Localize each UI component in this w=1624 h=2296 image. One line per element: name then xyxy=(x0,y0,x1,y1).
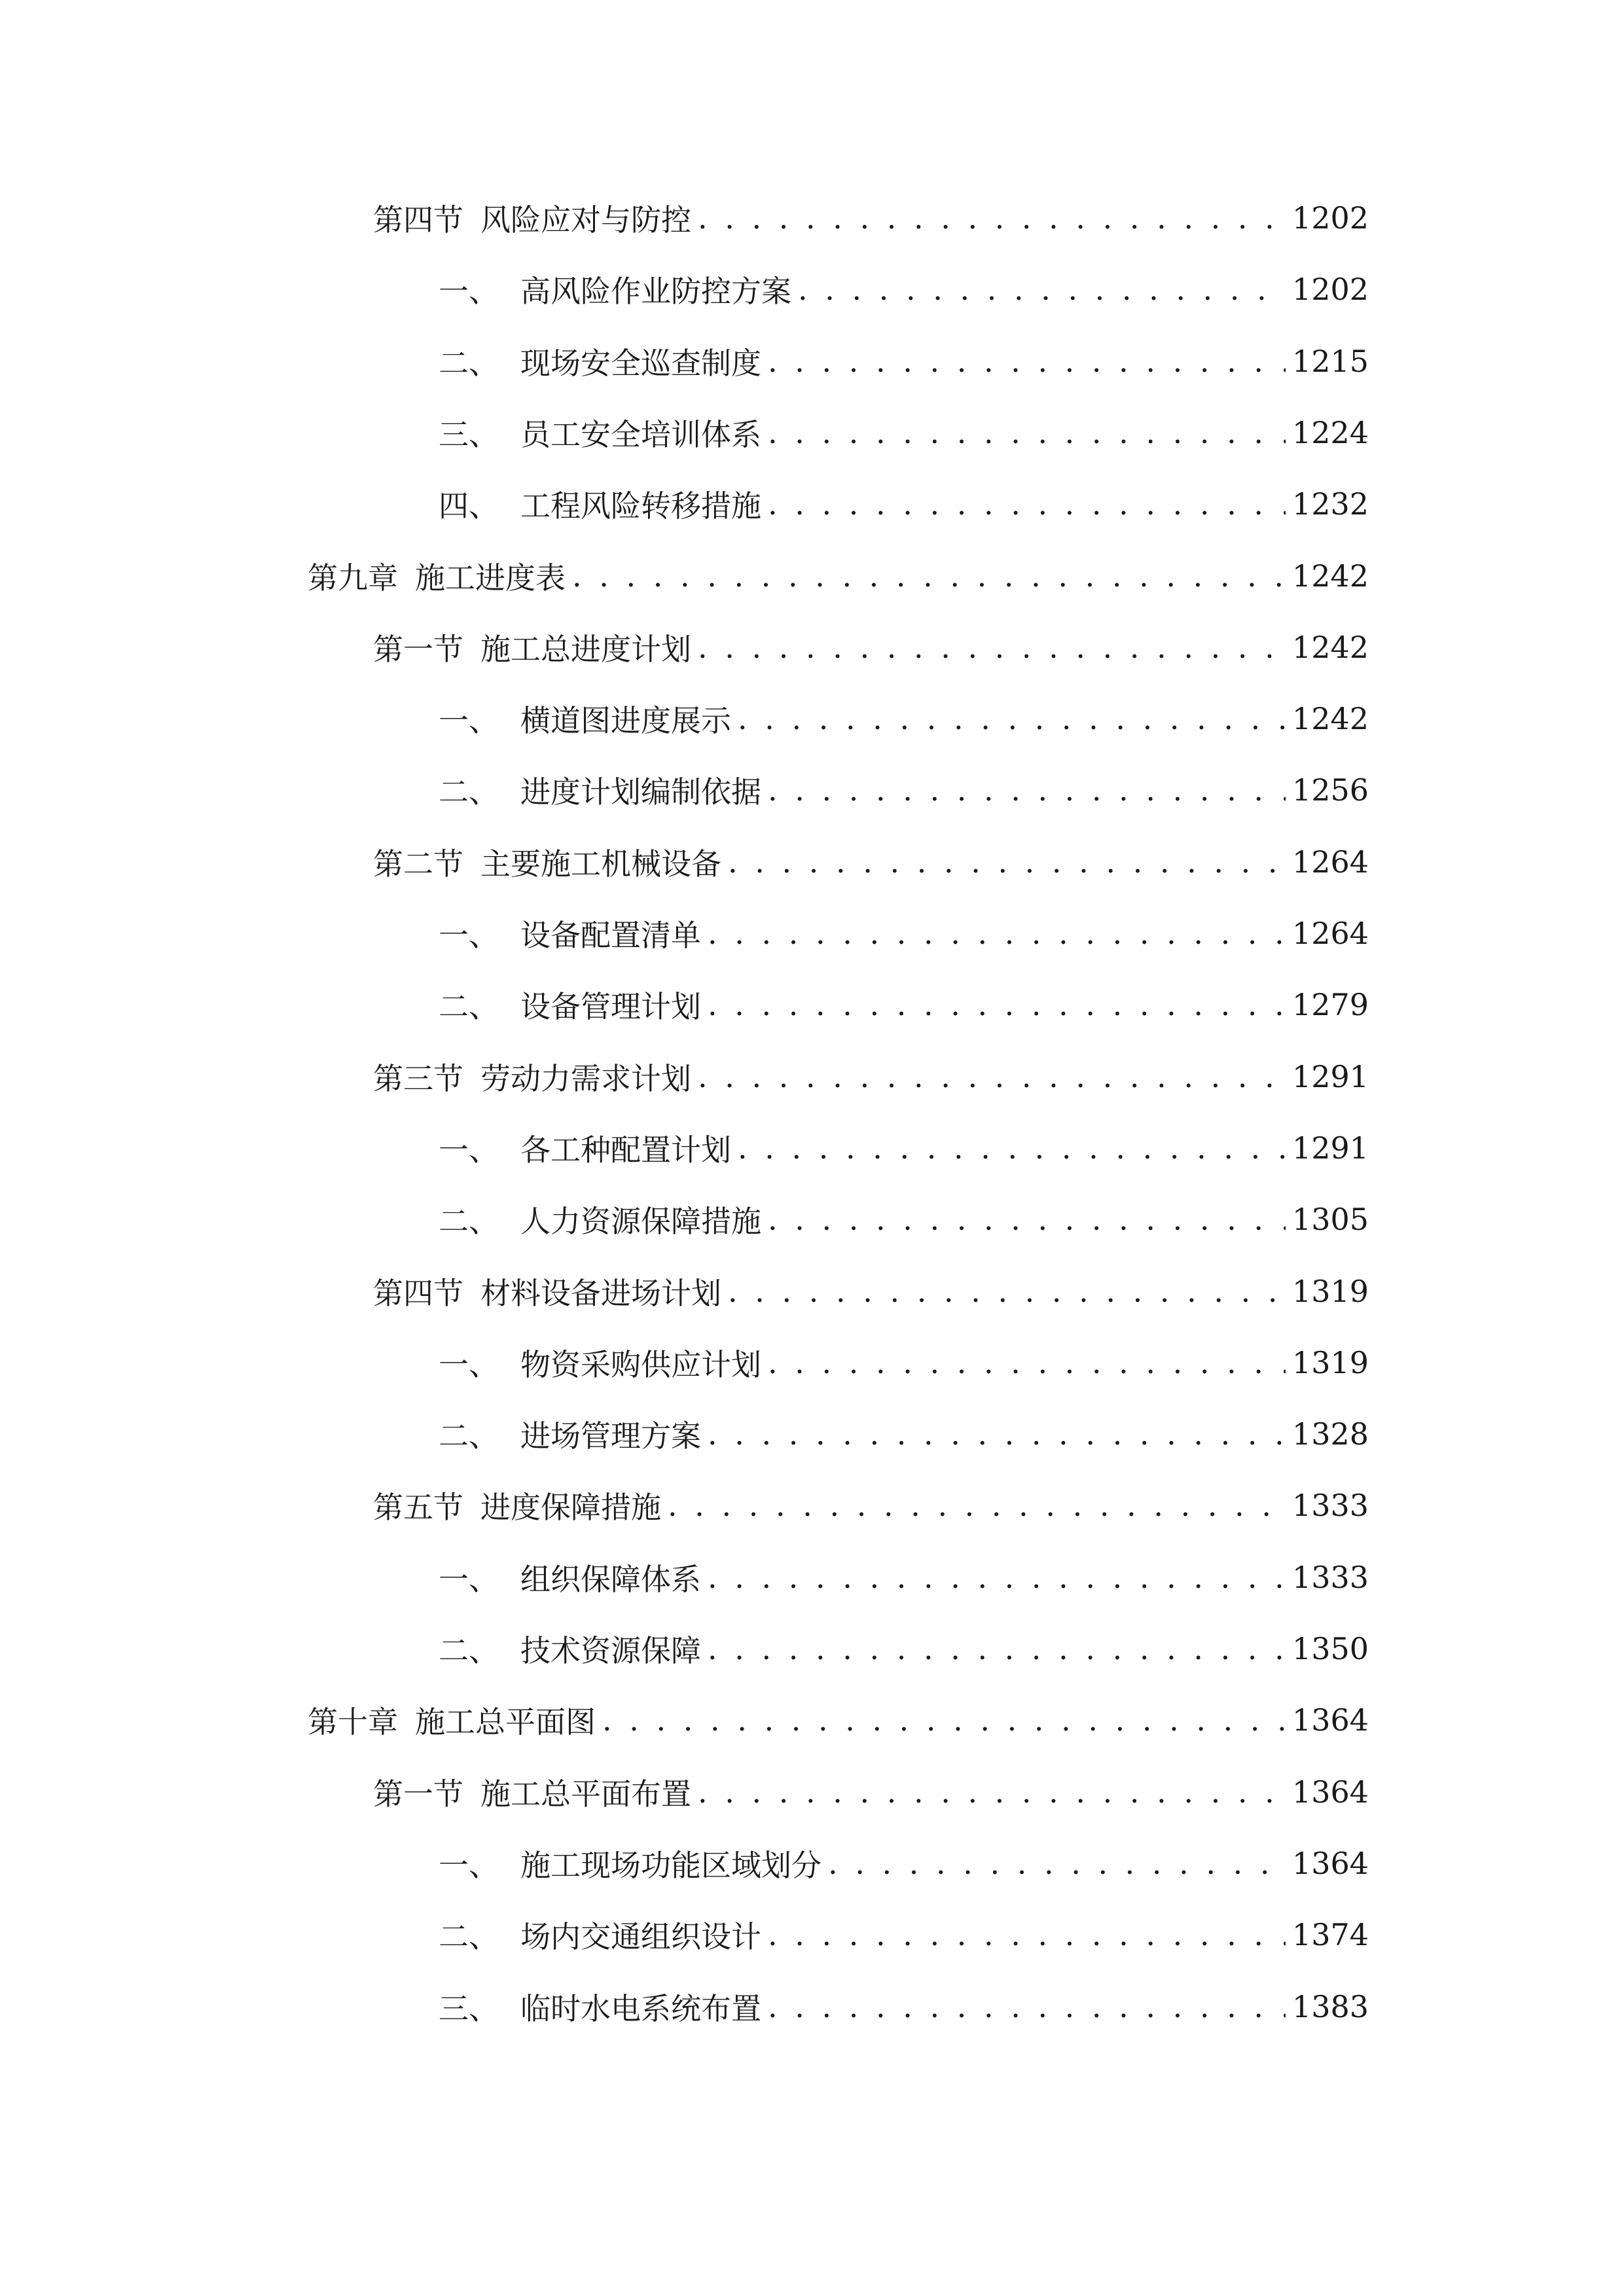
toc-dot-leader xyxy=(768,1202,1286,1237)
toc-entry-title: 设备管理计划 xyxy=(520,989,701,1025)
toc-page-number: 1374 xyxy=(1291,1917,1369,1953)
toc-entry-number: 第一节 xyxy=(373,1776,463,1812)
toc-dot-leader xyxy=(572,558,1286,594)
toc-entry-title: 组织保障体系 xyxy=(520,1561,701,1597)
toc-page-number: 1264 xyxy=(1291,844,1369,880)
toc-page-number: 1291 xyxy=(1291,1058,1369,1094)
toc-entry-number: 一、 xyxy=(439,918,499,953)
toc-page-number: 1202 xyxy=(1291,200,1369,236)
toc-entry-section[interactable] xyxy=(373,836,1369,888)
toc-entry-number: 第四节 xyxy=(373,1275,463,1311)
toc-entry-title: 材料设备进场计划 xyxy=(480,1275,721,1311)
toc-entry-title: 现场安全巡查制度 xyxy=(520,345,761,381)
toc-entry-title: 工程风险转移措施 xyxy=(520,488,761,524)
toc-entry-section[interactable] xyxy=(373,1766,1369,1818)
toc-entry-title: 风险应对与防控 xyxy=(480,202,691,238)
toc-dot-leader xyxy=(768,486,1286,522)
toc-dot-leader xyxy=(698,200,1286,236)
toc-dot-leader xyxy=(728,844,1286,880)
toc-entry-section[interactable] xyxy=(373,1050,1369,1103)
toc-entry-number: 二、 xyxy=(439,1919,499,1955)
toc-entry-title: 施工现场功能区域划分 xyxy=(520,1847,821,1883)
toc-dot-leader xyxy=(768,344,1286,379)
toc-dot-leader xyxy=(708,1560,1286,1595)
toc-page-number: 1291 xyxy=(1291,1130,1369,1166)
toc-entry-title: 员工安全培训体系 xyxy=(520,416,761,452)
toc-entry-item[interactable] xyxy=(439,764,1369,816)
toc-entry-number: 一、 xyxy=(439,274,499,310)
toc-entry-item[interactable] xyxy=(439,1122,1369,1174)
toc-dot-leader xyxy=(698,1059,1286,1094)
toc-page-number: 1364 xyxy=(1291,1845,1369,1881)
toc-entry-section[interactable] xyxy=(373,192,1369,244)
toc-entry-number: 二、 xyxy=(439,345,499,381)
toc-page-number: 1319 xyxy=(1291,1273,1369,1309)
toc-entry-number: 一、 xyxy=(439,1346,499,1382)
toc-entry-number: 二、 xyxy=(439,1204,499,1240)
toc-entry-number: 二、 xyxy=(439,1418,499,1454)
toc-page-number: 1328 xyxy=(1291,1416,1369,1452)
toc-entry-chapter[interactable] xyxy=(308,550,1369,602)
toc-entry-number: 一、 xyxy=(439,1132,499,1168)
toc-dot-leader xyxy=(738,701,1286,736)
toc-page-number: 1319 xyxy=(1291,1344,1369,1380)
toc-page-number: 1333 xyxy=(1291,1559,1369,1595)
toc-entry-number: 一、 xyxy=(439,703,499,739)
toc-entry-number: 四、 xyxy=(439,488,499,524)
toc-entry-title: 各工种配置计划 xyxy=(520,1132,731,1168)
toc-dot-leader xyxy=(768,772,1286,808)
toc-entry-item[interactable] xyxy=(439,1193,1369,1246)
toc-page-number: 1383 xyxy=(1291,1988,1369,2024)
toc-entry-title: 临时水电系统布置 xyxy=(520,1990,761,2026)
toc-entry-item[interactable] xyxy=(439,1408,1369,1460)
toc-page-number: 1256 xyxy=(1291,772,1369,808)
toc-entry-title: 物资采购供应计划 xyxy=(520,1346,761,1382)
toc-entry-item[interactable] xyxy=(439,1551,1369,1604)
toc-entry-title: 施工总进度计划 xyxy=(480,631,691,667)
toc-entry-number: 第五节 xyxy=(373,1490,463,1526)
toc-dot-leader xyxy=(708,1416,1286,1452)
toc-entry-title: 技术资源保障 xyxy=(520,1633,701,1668)
toc-page-number: 1305 xyxy=(1291,1202,1369,1238)
toc-entry-number: 第九章 xyxy=(308,560,398,596)
toc-page-number: 1242 xyxy=(1291,629,1369,665)
toc-dot-leader xyxy=(828,1846,1286,1881)
toc-entry-section[interactable] xyxy=(373,621,1369,673)
toc-page-number: 1364 xyxy=(1291,1702,1369,1738)
toc-entry-title: 进度保障措施 xyxy=(480,1490,661,1526)
toc-page-number: 1215 xyxy=(1291,343,1369,379)
toc-entry-number: 一、 xyxy=(439,1561,499,1597)
toc-entry-item[interactable] xyxy=(439,1981,1369,2033)
toc-entry-number: 第十章 xyxy=(308,1704,398,1740)
toc-entry-item[interactable] xyxy=(439,263,1369,315)
toc-dot-leader xyxy=(798,272,1286,307)
toc-entry-title: 设备配置清单 xyxy=(520,918,701,953)
toc-entry-section[interactable] xyxy=(373,1479,1369,1532)
toc-page-number: 1232 xyxy=(1291,486,1369,522)
toc-page-number: 1333 xyxy=(1291,1488,1369,1524)
toc-entry-title: 施工总平面图 xyxy=(415,1704,596,1740)
toc-entry-title: 人力资源保障措施 xyxy=(520,1204,761,1240)
toc-page-number: 1364 xyxy=(1291,1774,1369,1810)
toc-page-number: 1264 xyxy=(1291,916,1369,951)
toc-entry-number: 二、 xyxy=(439,1633,499,1668)
toc-entry-item[interactable] xyxy=(439,1909,1369,1961)
toc-page-number: 1242 xyxy=(1291,701,1369,737)
toc-dot-leader xyxy=(768,415,1286,450)
toc-entry-number: 第三节 xyxy=(373,1060,463,1096)
toc-dot-leader xyxy=(768,1989,1286,2024)
toc-entry-title: 进场管理方案 xyxy=(520,1418,701,1454)
toc-entry-item[interactable] xyxy=(439,335,1369,387)
toc-dot-leader xyxy=(728,1274,1286,1309)
toc-entry-section[interactable] xyxy=(373,1265,1369,1318)
toc-entry-title: 高风险作业防控方案 xyxy=(520,274,791,310)
toc-entry-number: 第一节 xyxy=(373,631,463,667)
toc-entry-title: 劳动力需求计划 xyxy=(480,1060,691,1096)
toc-entry-title: 主要施工机械设备 xyxy=(480,846,721,882)
toc-entry-number: 第二节 xyxy=(373,846,463,882)
toc-dot-leader xyxy=(768,1345,1286,1380)
toc-dot-leader xyxy=(602,1702,1286,1738)
toc-entry-number: 二、 xyxy=(439,774,499,810)
toc-dot-leader xyxy=(708,1631,1286,1666)
toc-entry-title: 施工总平面布置 xyxy=(480,1776,691,1812)
toc-dot-leader xyxy=(738,1130,1286,1166)
toc-entry-item[interactable] xyxy=(439,406,1369,459)
toc-entry-item[interactable] xyxy=(439,692,1369,745)
toc-page-number: 1224 xyxy=(1291,414,1369,450)
toc-entry-title: 进度计划编制依据 xyxy=(520,774,761,810)
toc-entry-number: 三、 xyxy=(439,1990,499,2026)
toc-entry-item[interactable] xyxy=(439,1837,1369,1890)
toc-dot-leader xyxy=(698,630,1286,665)
toc-entry-number: 二、 xyxy=(439,989,499,1025)
toc-entry-item[interactable] xyxy=(439,1623,1369,1675)
toc-dot-leader xyxy=(668,1488,1286,1523)
toc-page-number: 1350 xyxy=(1291,1631,1369,1666)
toc-entry-item[interactable] xyxy=(439,478,1369,530)
toc-dot-leader xyxy=(768,1917,1286,1952)
toc-entry-title: 横道图进度展示 xyxy=(520,703,731,739)
toc-dot-leader xyxy=(698,1774,1286,1810)
toc-entry-number: 一、 xyxy=(439,1847,499,1883)
toc-dot-leader xyxy=(708,987,1286,1022)
toc-page-number: 1242 xyxy=(1291,558,1369,594)
toc-entry-number: 第四节 xyxy=(373,202,463,238)
toc-page-number: 1279 xyxy=(1291,987,1369,1023)
toc-entry-title: 施工进度表 xyxy=(415,560,566,596)
toc-entry-number: 三、 xyxy=(439,416,499,452)
toc-entry-item[interactable] xyxy=(439,978,1369,1031)
toc-entry-item[interactable] xyxy=(439,907,1369,960)
toc-entry-chapter[interactable] xyxy=(308,1694,1369,1746)
toc-dot-leader xyxy=(708,916,1286,951)
toc-page-number: 1202 xyxy=(1291,272,1369,308)
toc-entry-title: 场内交通组织设计 xyxy=(520,1919,761,1955)
toc-entry-item[interactable] xyxy=(439,1336,1369,1389)
